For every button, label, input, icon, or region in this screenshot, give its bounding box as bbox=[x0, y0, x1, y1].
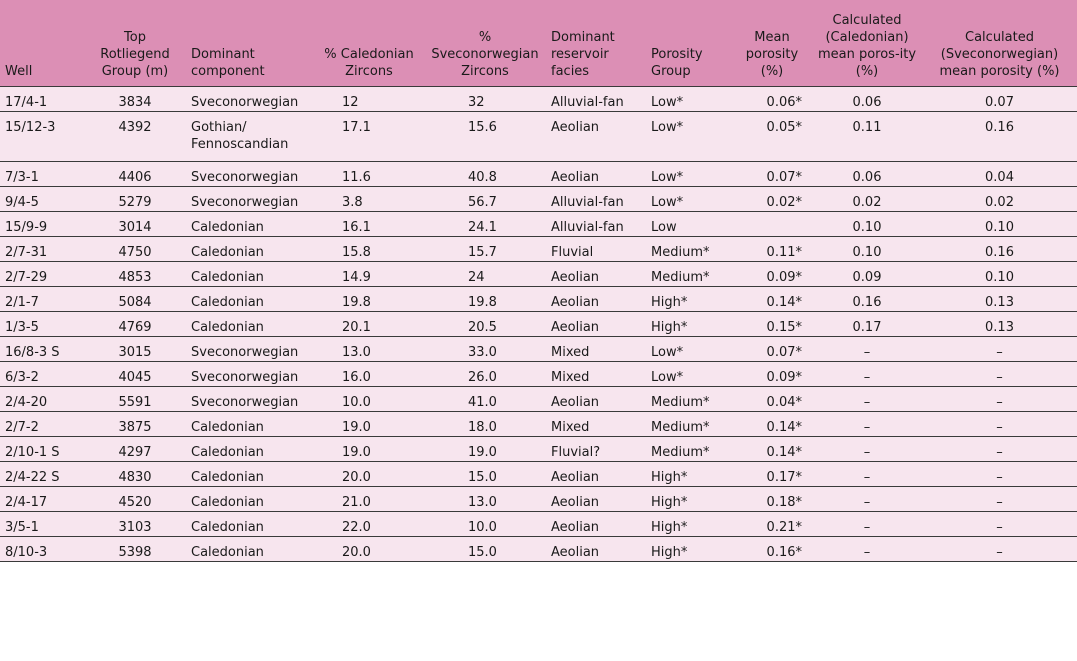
cell-reservoir-facies: Aeolian bbox=[546, 387, 646, 412]
cell-sveconorwegian-zircons: 41.0 bbox=[424, 387, 546, 412]
cell-calc-caledonian: – bbox=[812, 412, 922, 437]
table-row bbox=[0, 337, 1077, 362]
cell-well: 2/7-2 bbox=[0, 412, 84, 437]
cell-well: 2/4-20 bbox=[0, 387, 84, 412]
cell-calc-caledonian: 0.02 bbox=[812, 187, 922, 212]
cell-calc-sveconorwegian: 0.13 bbox=[922, 312, 1077, 337]
cell-well: 7/3-1 bbox=[0, 162, 84, 187]
table-row bbox=[0, 112, 1077, 162]
cell-well: 15/9-9 bbox=[0, 212, 84, 237]
cell-porosity-group: Medium* bbox=[646, 437, 732, 462]
cell-sveconorwegian-zircons: 13.0 bbox=[424, 487, 546, 512]
cell-calc-sveconorwegian: 0.04 bbox=[922, 162, 1077, 187]
cell-calc-sveconorwegian: – bbox=[922, 487, 1077, 512]
cell-reservoir-facies: Mixed bbox=[546, 412, 646, 437]
cell-porosity-group: Low* bbox=[646, 112, 732, 162]
cell-caledonian-zircons: 20.0 bbox=[314, 537, 424, 562]
cell-dominant-component: Caledonian bbox=[186, 312, 314, 337]
cell-well: 9/4-5 bbox=[0, 187, 84, 212]
cell-well: 15/12-3 bbox=[0, 112, 84, 162]
cell-caledonian-zircons: 16.1 bbox=[314, 212, 424, 237]
cell-well: 1/3-5 bbox=[0, 312, 84, 337]
cell-reservoir-facies: Fluvial bbox=[546, 237, 646, 262]
cell-porosity-group: High* bbox=[646, 287, 732, 312]
cell-calc-sveconorwegian: – bbox=[922, 362, 1077, 387]
cell-dominant-component: Caledonian bbox=[186, 512, 314, 537]
cell-sveconorwegian-zircons: 40.8 bbox=[424, 162, 546, 187]
cell-calc-sveconorwegian: 0.10 bbox=[922, 212, 1077, 237]
header-row bbox=[0, 0, 1077, 87]
cell-dominant-component: Caledonian bbox=[186, 537, 314, 562]
cell-calc-caledonian: – bbox=[812, 537, 922, 562]
cell-calc-caledonian: – bbox=[812, 362, 922, 387]
cell-top-rotliegend: 4750 bbox=[84, 237, 186, 262]
col-header-dominant-component: Dominant component bbox=[191, 47, 265, 79]
cell-mean-porosity: 0.04* bbox=[732, 387, 812, 412]
cell-top-rotliegend: 3103 bbox=[84, 512, 186, 537]
table-row bbox=[0, 262, 1077, 287]
cell-reservoir-facies: Aeolian bbox=[546, 287, 646, 312]
cell-well: 2/7-29 bbox=[0, 262, 84, 287]
col-header-sveconorwegian-zircons: % Sveconorwegian Zircons bbox=[431, 30, 539, 79]
cell-mean-porosity: 0.14* bbox=[732, 437, 812, 462]
cell-reservoir-facies: Mixed bbox=[546, 362, 646, 387]
cell-mean-porosity: 0.18* bbox=[732, 487, 812, 512]
cell-mean-porosity: 0.07* bbox=[732, 337, 812, 362]
cell-top-rotliegend: 5398 bbox=[84, 537, 186, 562]
cell-top-rotliegend: 4520 bbox=[84, 487, 186, 512]
cell-calc-caledonian: – bbox=[812, 487, 922, 512]
cell-porosity-group: Medium* bbox=[646, 387, 732, 412]
cell-sveconorwegian-zircons: 24 bbox=[424, 262, 546, 287]
col-header-reservoir-facies: Dominant reservoir facies bbox=[551, 30, 615, 79]
cell-mean-porosity bbox=[732, 212, 812, 237]
cell-sveconorwegian-zircons: 19.0 bbox=[424, 437, 546, 462]
cell-top-rotliegend: 4392 bbox=[84, 112, 186, 162]
table-row bbox=[0, 312, 1077, 337]
cell-porosity-group: Low* bbox=[646, 162, 732, 187]
col-header-top-rotliegend: Top Rotliegend Group (m) bbox=[100, 30, 170, 79]
cell-well: 2/4-17 bbox=[0, 487, 84, 512]
table-row bbox=[0, 512, 1077, 537]
cell-porosity-group: Low bbox=[646, 212, 732, 237]
cell-top-rotliegend: 5084 bbox=[84, 287, 186, 312]
cell-mean-porosity: 0.17* bbox=[732, 462, 812, 487]
cell-reservoir-facies: Fluvial? bbox=[546, 437, 646, 462]
cell-reservoir-facies: Alluvial-fan bbox=[546, 212, 646, 237]
cell-calc-caledonian: – bbox=[812, 512, 922, 537]
col-header-well: Well bbox=[5, 64, 33, 79]
cell-calc-sveconorwegian: – bbox=[922, 462, 1077, 487]
cell-calc-caledonian: 0.17 bbox=[812, 312, 922, 337]
cell-porosity-group: High* bbox=[646, 487, 732, 512]
cell-sveconorwegian-zircons: 33.0 bbox=[424, 337, 546, 362]
cell-well: 16/8-3 S bbox=[0, 337, 84, 362]
cell-calc-caledonian: 0.10 bbox=[812, 237, 922, 262]
cell-dominant-component: Sveconorwegian bbox=[186, 362, 314, 387]
cell-well: 6/3-2 bbox=[0, 362, 84, 387]
cell-top-rotliegend: 4406 bbox=[84, 162, 186, 187]
cell-calc-sveconorwegian: – bbox=[922, 537, 1077, 562]
cell-reservoir-facies: Alluvial-fan bbox=[546, 87, 646, 112]
cell-mean-porosity: 0.16* bbox=[732, 537, 812, 562]
col-header-porosity-group: Porosity Group bbox=[651, 47, 703, 79]
cell-calc-sveconorwegian: 0.10 bbox=[922, 262, 1077, 287]
cell-well: 2/4-22 S bbox=[0, 462, 84, 487]
cell-porosity-group: Low* bbox=[646, 187, 732, 212]
cell-calc-caledonian: – bbox=[812, 437, 922, 462]
cell-calc-caledonian: 0.10 bbox=[812, 212, 922, 237]
cell-top-rotliegend: 5591 bbox=[84, 387, 186, 412]
cell-sveconorwegian-zircons: 15.7 bbox=[424, 237, 546, 262]
cell-calc-sveconorwegian: 0.16 bbox=[922, 112, 1077, 162]
cell-calc-caledonian: – bbox=[812, 337, 922, 362]
table-row bbox=[0, 212, 1077, 237]
cell-caledonian-zircons: 22.0 bbox=[314, 512, 424, 537]
cell-porosity-group: Low* bbox=[646, 337, 732, 362]
table-row bbox=[0, 537, 1077, 562]
cell-top-rotliegend: 3875 bbox=[84, 412, 186, 437]
cell-reservoir-facies: Mixed bbox=[546, 337, 646, 362]
cell-reservoir-facies: Aeolian bbox=[546, 487, 646, 512]
cell-reservoir-facies: Aeolian bbox=[546, 312, 646, 337]
cell-dominant-component: Caledonian bbox=[186, 412, 314, 437]
cell-well: 8/10-3 bbox=[0, 537, 84, 562]
cell-mean-porosity: 0.21* bbox=[732, 512, 812, 537]
table-row bbox=[0, 362, 1077, 387]
cell-well: 17/4-1 bbox=[0, 87, 84, 112]
cell-sveconorwegian-zircons: 15.0 bbox=[424, 462, 546, 487]
cell-calc-caledonian: 0.06 bbox=[812, 87, 922, 112]
cell-porosity-group: High* bbox=[646, 512, 732, 537]
cell-reservoir-facies: Aeolian bbox=[546, 262, 646, 287]
cell-calc-caledonian: – bbox=[812, 387, 922, 412]
cell-well: 3/5-1 bbox=[0, 512, 84, 537]
cell-caledonian-zircons: 11.6 bbox=[314, 162, 424, 187]
cell-caledonian-zircons: 16.0 bbox=[314, 362, 424, 387]
cell-sveconorwegian-zircons: 15.0 bbox=[424, 537, 546, 562]
cell-mean-porosity: 0.05* bbox=[732, 112, 812, 162]
cell-calc-sveconorwegian: 0.13 bbox=[922, 287, 1077, 312]
cell-dominant-component: Sveconorwegian bbox=[186, 187, 314, 212]
col-header-mean-porosity: Mean porosity (%) bbox=[745, 30, 799, 79]
cell-caledonian-zircons: 14.9 bbox=[314, 262, 424, 287]
cell-mean-porosity: 0.09* bbox=[732, 362, 812, 387]
cell-calc-caledonian: 0.16 bbox=[812, 287, 922, 312]
cell-calc-caledonian: – bbox=[812, 462, 922, 487]
cell-caledonian-zircons: 13.0 bbox=[314, 337, 424, 362]
cell-calc-sveconorwegian: 0.02 bbox=[922, 187, 1077, 212]
col-header-calc-caledonian: Calculated (Caledonian) mean poros-ity (%) bbox=[817, 13, 917, 79]
table-row bbox=[0, 162, 1077, 187]
cell-top-rotliegend: 3015 bbox=[84, 337, 186, 362]
cell-reservoir-facies: Aeolian bbox=[546, 537, 646, 562]
cell-reservoir-facies: Aeolian bbox=[546, 112, 646, 162]
cell-top-rotliegend: 3014 bbox=[84, 212, 186, 237]
table-row bbox=[0, 437, 1077, 462]
cell-mean-porosity: 0.09* bbox=[732, 262, 812, 287]
cell-mean-porosity: 0.14* bbox=[732, 412, 812, 437]
cell-reservoir-facies: Aeolian bbox=[546, 462, 646, 487]
cell-porosity-group: High* bbox=[646, 537, 732, 562]
cell-dominant-component: Caledonian bbox=[186, 487, 314, 512]
cell-calc-sveconorwegian: – bbox=[922, 437, 1077, 462]
cell-dominant-component: Sveconorwegian bbox=[186, 162, 314, 187]
table-row bbox=[0, 462, 1077, 487]
cell-mean-porosity: 0.06* bbox=[732, 87, 812, 112]
cell-sveconorwegian-zircons: 26.0 bbox=[424, 362, 546, 387]
table-row bbox=[0, 487, 1077, 512]
cell-calc-caledonian: 0.11 bbox=[812, 112, 922, 162]
cell-well: 2/10-1 S bbox=[0, 437, 84, 462]
cell-caledonian-zircons: 17.1 bbox=[314, 112, 424, 162]
cell-dominant-component: Sveconorwegian bbox=[186, 87, 314, 112]
cell-top-rotliegend: 4769 bbox=[84, 312, 186, 337]
cell-top-rotliegend: 4830 bbox=[84, 462, 186, 487]
col-header-caledonian-zircons: % Caledonian Zircons bbox=[324, 47, 414, 79]
cell-top-rotliegend: 4853 bbox=[84, 262, 186, 287]
cell-top-rotliegend: 4045 bbox=[84, 362, 186, 387]
cell-caledonian-zircons: 19.8 bbox=[314, 287, 424, 312]
cell-dominant-component: Sveconorwegian bbox=[186, 387, 314, 412]
cell-porosity-group: Medium* bbox=[646, 412, 732, 437]
cell-sveconorwegian-zircons: 32 bbox=[424, 87, 546, 112]
cell-mean-porosity: 0.02* bbox=[732, 187, 812, 212]
cell-caledonian-zircons: 10.0 bbox=[314, 387, 424, 412]
cell-calc-sveconorwegian: – bbox=[922, 412, 1077, 437]
cell-porosity-group: Low* bbox=[646, 87, 732, 112]
cell-sveconorwegian-zircons: 19.8 bbox=[424, 287, 546, 312]
cell-caledonian-zircons: 15.8 bbox=[314, 237, 424, 262]
cell-reservoir-facies: Aeolian bbox=[546, 162, 646, 187]
cell-caledonian-zircons: 19.0 bbox=[314, 437, 424, 462]
cell-sveconorwegian-zircons: 56.7 bbox=[424, 187, 546, 212]
cell-top-rotliegend: 5279 bbox=[84, 187, 186, 212]
table-row bbox=[0, 412, 1077, 437]
table-row bbox=[0, 87, 1077, 112]
cell-calc-sveconorwegian: – bbox=[922, 512, 1077, 537]
cell-caledonian-zircons: 20.0 bbox=[314, 462, 424, 487]
cell-calc-caledonian: 0.06 bbox=[812, 162, 922, 187]
cell-calc-sveconorwegian: – bbox=[922, 387, 1077, 412]
cell-calc-sveconorwegian: 0.07 bbox=[922, 87, 1077, 112]
table-row bbox=[0, 187, 1077, 212]
cell-sveconorwegian-zircons: 10.0 bbox=[424, 512, 546, 537]
cell-sveconorwegian-zircons: 18.0 bbox=[424, 412, 546, 437]
table-row bbox=[0, 287, 1077, 312]
cell-caledonian-zircons: 19.0 bbox=[314, 412, 424, 437]
cell-calc-caledonian: 0.09 bbox=[812, 262, 922, 287]
cell-dominant-component: Caledonian bbox=[186, 437, 314, 462]
cell-caledonian-zircons: 12 bbox=[314, 87, 424, 112]
cell-dominant-component: Caledonian bbox=[186, 237, 314, 262]
cell-top-rotliegend: 4297 bbox=[84, 437, 186, 462]
table-row bbox=[0, 387, 1077, 412]
cell-sveconorwegian-zircons: 15.6 bbox=[424, 112, 546, 162]
cell-dominant-component: Caledonian bbox=[186, 212, 314, 237]
cell-dominant-component: Caledonian bbox=[186, 287, 314, 312]
cell-dominant-component: Caledonian bbox=[186, 462, 314, 487]
cell-reservoir-facies: Alluvial-fan bbox=[546, 187, 646, 212]
cell-caledonian-zircons: 3.8 bbox=[314, 187, 424, 212]
cell-porosity-group: High* bbox=[646, 462, 732, 487]
cell-well: 2/1-7 bbox=[0, 287, 84, 312]
cell-calc-sveconorwegian: 0.16 bbox=[922, 237, 1077, 262]
cell-caledonian-zircons: 21.0 bbox=[314, 487, 424, 512]
cell-porosity-group: Low* bbox=[646, 362, 732, 387]
cell-porosity-group: Medium* bbox=[646, 262, 732, 287]
cell-top-rotliegend: 3834 bbox=[84, 87, 186, 112]
cell-mean-porosity: 0.11* bbox=[732, 237, 812, 262]
cell-mean-porosity: 0.15* bbox=[732, 312, 812, 337]
cell-sveconorwegian-zircons: 20.5 bbox=[424, 312, 546, 337]
cell-dominant-component: Caledonian bbox=[186, 262, 314, 287]
cell-dominant-component: Sveconorwegian bbox=[186, 337, 314, 362]
cell-well: 2/7-31 bbox=[0, 237, 84, 262]
cell-reservoir-facies: Aeolian bbox=[546, 512, 646, 537]
cell-mean-porosity: 0.14* bbox=[732, 287, 812, 312]
cell-caledonian-zircons: 20.1 bbox=[314, 312, 424, 337]
table-row bbox=[0, 237, 1077, 262]
cell-sveconorwegian-zircons: 24.1 bbox=[424, 212, 546, 237]
cell-mean-porosity: 0.07* bbox=[732, 162, 812, 187]
cell-calc-sveconorwegian: – bbox=[922, 337, 1077, 362]
col-header-calc-sveconorwegian: Calculated (Sveconorwegian) mean porosity (%) bbox=[939, 30, 1060, 79]
cell-porosity-group: Medium* bbox=[646, 237, 732, 262]
cell-porosity-group: High* bbox=[646, 312, 732, 337]
cell-dominant-component: Gothian/ Fennoscandian bbox=[186, 112, 314, 162]
